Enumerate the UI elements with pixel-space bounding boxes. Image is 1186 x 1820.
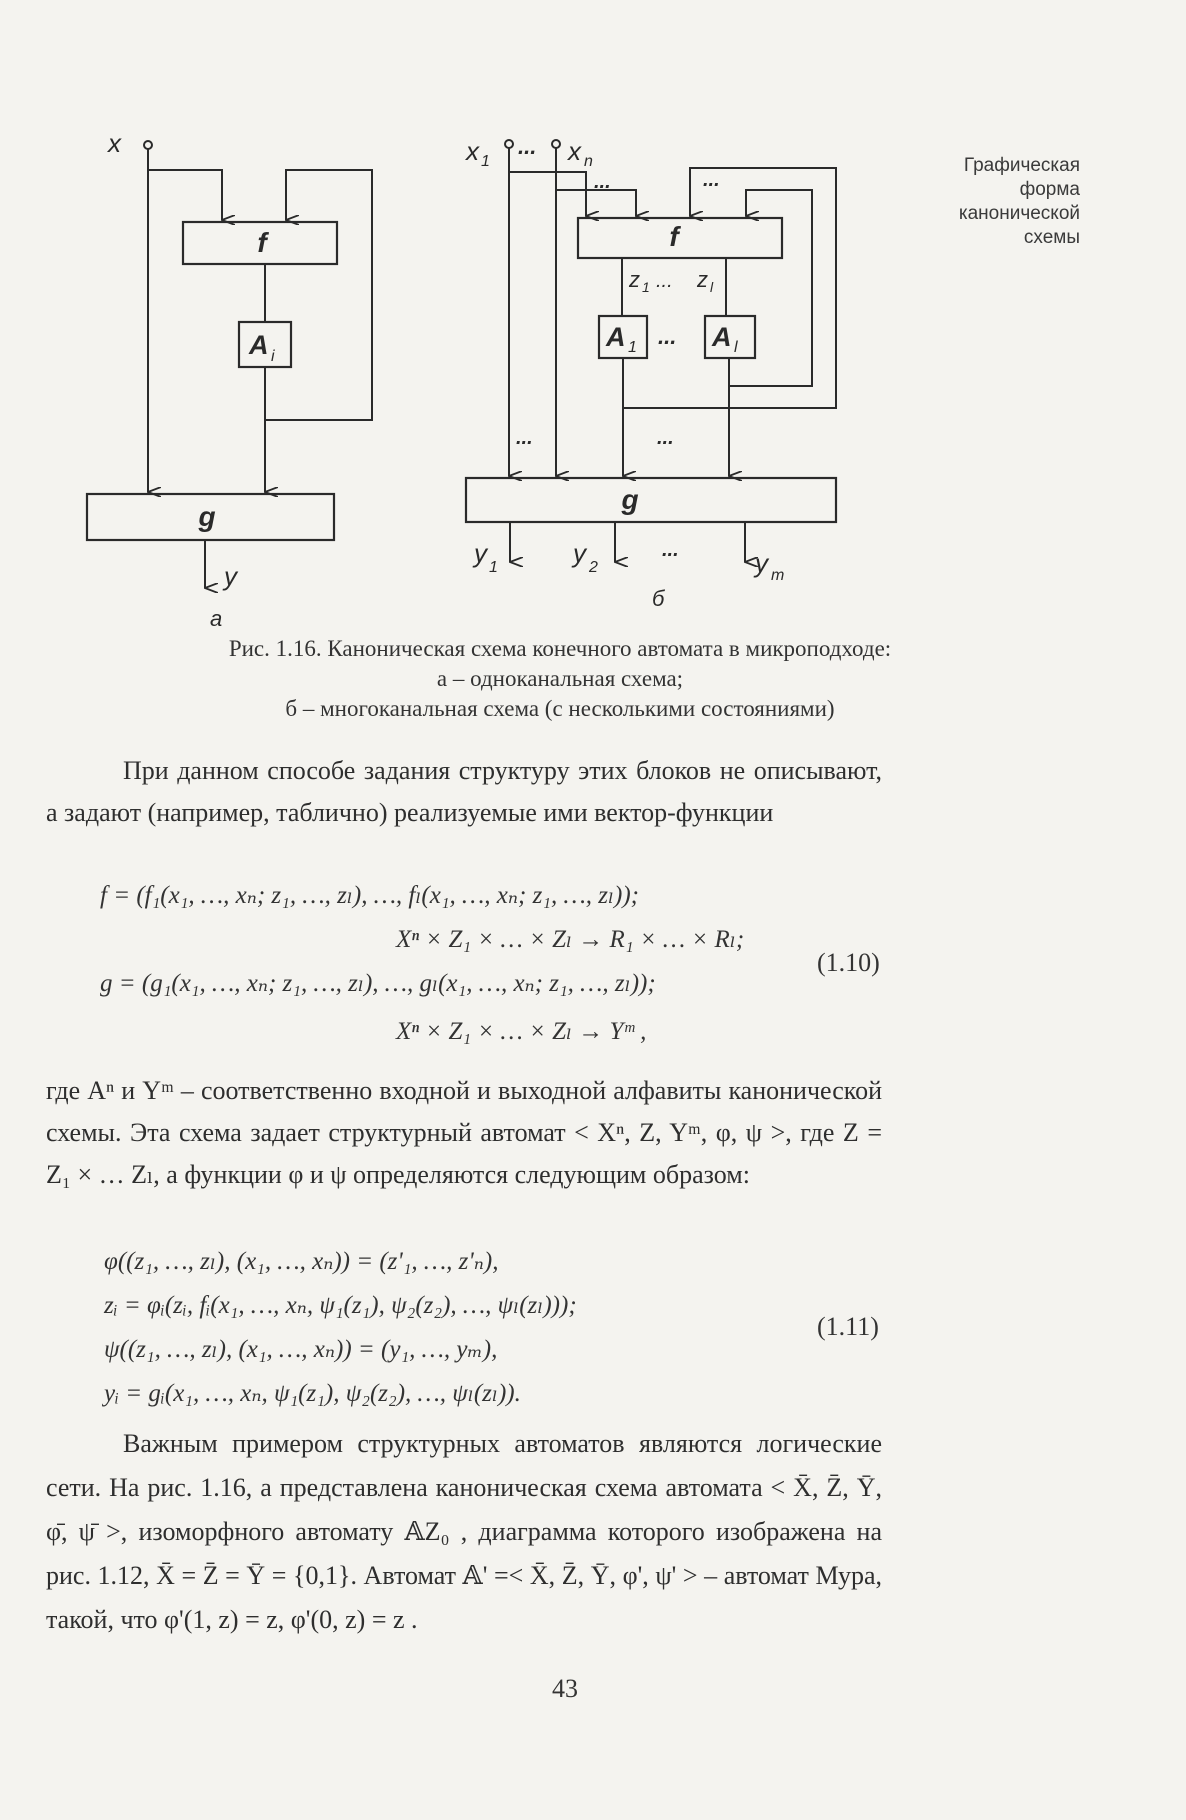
fig-b-out-dots: ... [662,539,679,561]
figure-a [87,128,372,631]
eq-1-10-line1: f = (f₁(x₁, …, xₙ; z₁, …, zₗ), …, fₗ(x₁, …, xₙ; z₁, …, zₗ)); [100,882,640,909]
fig-b-input-last-sub: n [584,153,593,170]
fig-b-block-g [466,478,836,522]
fig-b-input-first-sub: 1 [481,153,490,170]
fig-a-block-f-label: f [257,227,267,258]
eq-1-11-line2: zᵢ = φᵢ(zᵢ, fᵢ(x₁, …, xₙ, ψ₁(z₁), ψ₂(z₂), …, ψₗ(zₗ))); [104,1292,577,1319]
paragraph-2: где Aⁿ и Yᵐ – соответственно входной и выходной алфавиты канонической схемы. Эта схема задает структурный автомат < Xⁿ, Z, Yᵐ, φ, ψ >, где Z = Z₁ × … Zₗ, а функции φ и ψ определяются следующим образом: [46,1076,882,1189]
paragraph-1: При данном способе задания структуру этих блоков не описывают, а задают (например, таблично) реализуемые ими вектор-функции [46,756,882,827]
fig-b-zl-sub: l [710,279,714,295]
fig-b-dots-x: ... [516,427,533,449]
fig-b-input-dots: ... [518,134,537,159]
eq-1-10-number: (1.10) [817,948,880,977]
fig-a-input-label: x [108,128,121,158]
figure-diagrams [0,0,1186,640]
fig-a-output-label: y [224,561,237,591]
fig-b-dots-a: ... [657,427,674,449]
figure-caption-line1: Рис. 1.16. Каноническая схема конечного автомата в микроподходе: [228,636,892,661]
fig-b-out1-sub: 1 [489,559,498,576]
fig-b-dots-in-f2: ... [703,169,720,191]
fig-b-block-al-label: A [712,322,732,352]
fig-b-block-g-label: g [621,484,639,515]
eq-1-11-line4: yᵢ = gᵢ(x₁, …, xₙ, ψ₁(z₁), ψ₂(z₂), …, ψₗ(zₗ)). [104,1380,521,1407]
figure-b [464,134,836,611]
fig-b-block-a1-sub: 1 [628,339,637,356]
eq-1-11-line1: φ((z₁, …, zₗ), (x₁, …, xₙ)) = (z'₁, …, z'ₙ), [104,1248,499,1275]
side-note: Графическая форма канонической схемы [958,155,1080,248]
fig-b-input-last: x [568,136,581,166]
fig-b-outm-sub: m [771,567,785,584]
fig-b-z1-sub: 1 [642,279,650,295]
fig-b-outm: y [755,548,768,578]
fig-b-dots-in-f1: ... [594,171,611,193]
fig-a-block-a-sub: i [271,348,275,365]
fig-b-out2-sub: 2 [589,559,598,576]
eq-1-10-line4: Xⁿ × Z₁ × … × Zₗ → Yᵐ , [396,1018,647,1045]
eq-1-10-line2: Xⁿ × Z₁ × … × Zₗ → R₁ × … × Rₗ; [396,926,745,953]
figure-caption-line2: а – одноканальная схема; [436,666,684,691]
fig-b-a-dots: ... [658,324,677,349]
page-number: 43 [552,1674,578,1703]
fig-b-out1: y [474,538,487,568]
eq-1-11-number: (1.11) [817,1312,879,1341]
paragraph-3: Важным примером структурных автоматов являются логические сети. На рис. 1.16, а представлена каноническая схема автомата < X̄, Z̄, Ȳ, φ̄, ψ̄ >, изоморфного автомату 𝔸Z₀ , диаграмма которого изображена на рис. 1.12, X̄ = Z̄ = Ȳ = {0,1}. Автомат 𝔸' =< X̄, Z̄, Ȳ, φ', ψ' > – автомат Мура, такой, что φ'(1, z) = z, φ'(0, z) = z . [46,1429,882,1634]
fig-b-block-al-sub: l [734,339,738,356]
fig-b-block-f-label: f [669,221,679,252]
fig-b-input-first: x [466,136,479,166]
fig-a-panel-label: a [210,606,223,631]
fig-b-zl: z [697,267,708,292]
fig-a-block-a-label: A [249,330,269,360]
fig-a-block-g-label: g [198,501,216,532]
fig-b-out2: y [573,538,586,568]
fig-b-z1: z [629,267,640,292]
figure-caption-line3: б – многоканальная схема (с несколькими состояниями) [285,696,835,721]
eq-1-11-line3: ψ((z₁, …, zₗ), (x₁, …, xₙ)) = (y₁, …, yₘ), [104,1336,498,1363]
fig-b-block-a1-label: A [606,322,626,352]
fig-b-block-f [578,218,782,258]
eq-1-10-line3: g = (g₁(x₁, …, xₙ; z₁, …, zₗ), …, gₗ(x₁, …, xₙ; z₁, …, zₗ)); [100,970,656,997]
fig-b-panel-label: б [652,586,665,611]
fig-b-z-dots: ... [656,270,673,292]
